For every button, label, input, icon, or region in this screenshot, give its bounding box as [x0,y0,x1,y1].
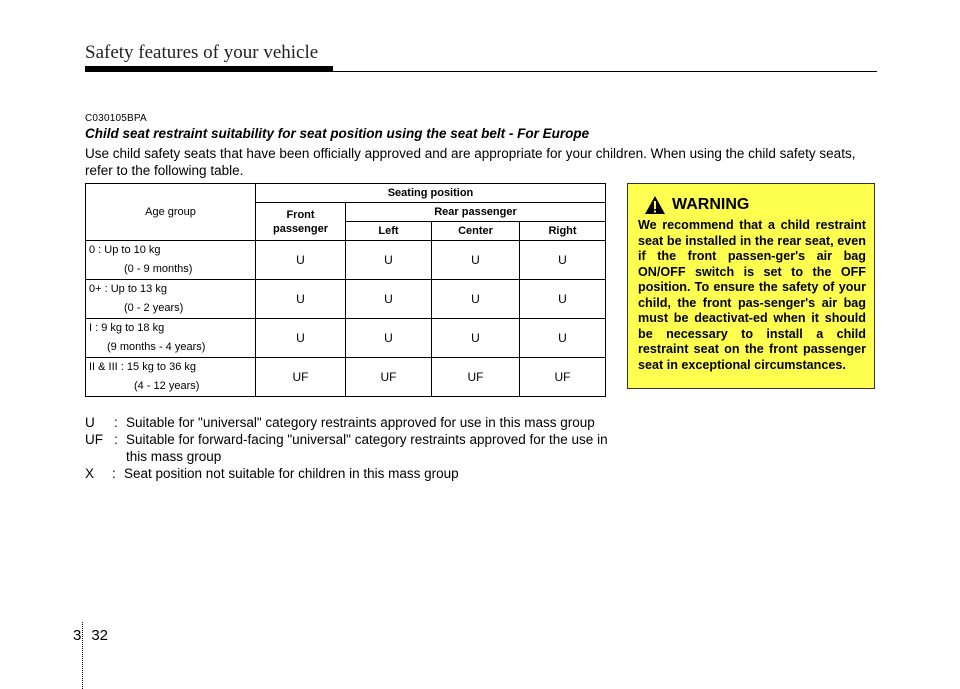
intro-paragraph: Use child safety seats that have been officially approved and are appropriate for your children. When using the child safety seats, refer to the following table. [85,146,856,178]
table-row [86,319,606,358]
rear-center-value: U [432,319,520,358]
rear-left-value: UF [346,358,432,397]
age-group-header: Age group [86,184,256,241]
table-row [86,280,606,319]
chapter-number: 3 [73,627,82,644]
front-passenger-header-line2: passenger [272,222,329,235]
rear-right-header: Right [520,222,606,241]
warning-box [627,183,875,389]
legend-key: X [85,466,95,481]
age-range: 0 : Up to 10 kg [89,244,161,256]
front-passenger-value: UF [256,358,346,397]
age-range: 0+ : Up to 13 kg [89,283,167,295]
rear-right-value: U [520,319,606,358]
rear-left-value: U [346,319,432,358]
age-range: II & III : 15 kg to 36 kg [89,361,197,373]
rear-right-value: U [520,241,606,280]
legend-text: Seat position not suitable for children in this mass group [124,466,459,481]
warning-title: WARNING [672,196,750,213]
section-title: Child seat restraint suitability for seat position using the seat belt - For Europe [85,126,590,141]
front-passenger-header-line1: Front [286,208,315,221]
age-group-cell [86,358,256,397]
age-duration: (0 - 9 months) [124,263,193,275]
legend-key: UF [85,432,103,447]
age-range: I : 9 kg to 18 kg [89,322,165,334]
legend-text: Suitable for forward-facing "universal" category restraints approved for the use in this mass group [126,432,608,464]
table-row [86,358,606,397]
age-group-cell [86,319,256,358]
legend-text: Suitable for "universal" category restraints approved for use in this mass group [126,415,595,430]
age-duration: (9 months - 4 years) [107,341,206,353]
front-passenger-value: U [256,241,346,280]
rear-right-value: U [520,280,606,319]
table-row [86,241,606,280]
section-code: C030105BPA [85,113,147,124]
warning-header [644,194,866,216]
age-duration: (4 - 12 years) [134,380,200,392]
seating-position-header: Seating position [256,184,606,203]
legend-item: X : Seat position not suitable for children in this mass group [85,465,631,482]
rear-passenger-header: Rear passenger [346,203,606,222]
legend-item: UF : Suitable for forward-facing "universal" category restraints approved for the use in this mass group [85,431,631,465]
warning-triangle-icon [644,195,666,215]
rear-center-value: U [432,280,520,319]
age-duration: (0 - 2 years) [124,302,184,314]
rear-left-value: U [346,280,432,319]
page-header-title: Safety features of your vehicle [85,42,319,63]
page-number [73,627,108,644]
rear-center-value: U [432,241,520,280]
front-passenger-value: U [256,280,346,319]
front-passenger-value: U [256,319,346,358]
front-passenger-header [256,203,346,241]
suitability-table [85,183,606,397]
legend-item: U : Suitable for "universal" category restraints approved for use in this mass group [85,414,631,431]
warning-text: We recommend that a child restraint seat be installed in the rear seat, even if the front passen-ger's air bag ON/OFF switch is set to the OFF position. To ensure the safety of your child, the front pas-senger's air bag must be deactivat-ed when it should be necessary to install a child restraint seat on the front passenger seat in exceptional circumstances. [638,218,866,372]
legend-key: U [85,415,95,430]
age-group-cell [86,280,256,319]
rear-center-header: Center [432,222,520,241]
rear-left-header: Left [346,222,432,241]
rear-center-value: UF [432,358,520,397]
age-group-cell [86,241,256,280]
page-number-value: 32 [91,627,109,644]
rear-right-value: UF [520,358,606,397]
rear-left-value: U [346,241,432,280]
legend [85,414,631,482]
header-rule [85,71,877,72]
